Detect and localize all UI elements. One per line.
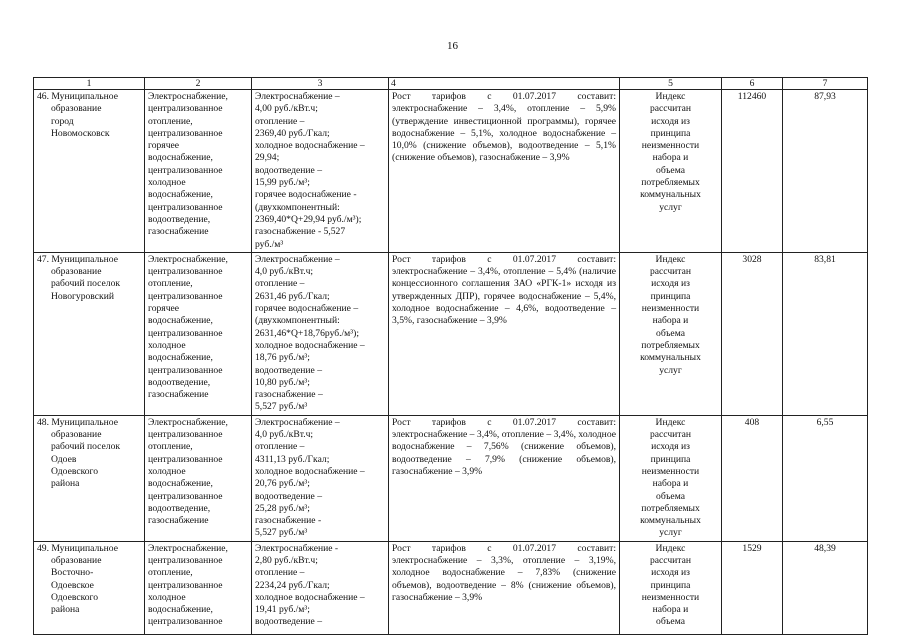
column-header-4: 4	[389, 78, 620, 90]
index-method-cell-line: неизменности	[641, 465, 700, 477]
municipality-cell-line: 46. Муниципальное	[37, 91, 118, 102]
services-cell-line: водоотведение,	[148, 376, 211, 388]
index-method-cell-line: неизменности	[641, 591, 700, 603]
tariffs-cell-line: 19,41 руб./м³;	[255, 604, 310, 616]
index-method-cell-line: потребляемых	[641, 339, 700, 351]
services-cell-line: Электроснабжение,	[148, 416, 228, 428]
services-cell-line: централизованное	[148, 266, 223, 278]
column-header-1: 1	[34, 78, 145, 90]
tariffs-cell	[252, 90, 389, 253]
index-method-cell-line: принципа	[650, 453, 691, 465]
services-cell	[145, 252, 252, 415]
municipality-cell-line: 49. Муниципальное	[37, 542, 118, 554]
tariffs-cell-line: 4,00 руб./кВт.ч;	[255, 103, 318, 115]
services-cell-line: отопление,	[148, 441, 193, 453]
tariffs-cell-line: отопление –	[255, 441, 305, 453]
services-cell-line: централизованное	[148, 290, 223, 302]
index-method-cell-line: Индекс	[655, 253, 686, 265]
index-method-cell-line: исходя из	[651, 567, 690, 579]
table-row	[34, 90, 868, 253]
services-cell	[145, 90, 252, 253]
services-cell-line: Электроснабжение,	[148, 91, 228, 102]
table-row	[34, 541, 868, 634]
table-row	[34, 252, 868, 415]
index-method-cell-line: коммунальных	[640, 189, 701, 201]
index-method-cell-line: набора и	[652, 604, 689, 616]
tariffs-cell-line: 10,80 руб./м³;	[255, 376, 310, 388]
index-method-cell-line: объема	[656, 616, 685, 628]
tariffs-cell-line: 2631,46*Q+18,76руб./м³);	[255, 327, 359, 339]
tariffs-cell-line: холодное водоснабжение –	[255, 140, 365, 152]
column-header-2: 2	[145, 78, 252, 90]
tariffs-cell-line: руб./м³	[255, 238, 284, 250]
services-cell-line: холодное	[148, 177, 186, 189]
services-cell-line: водоснабжение,	[148, 315, 213, 327]
services-cell-line: централизованное	[148, 579, 223, 591]
municipality-cell-line: образование	[51, 554, 102, 566]
tariffs-cell-line: горячее водоснабжение –	[255, 303, 359, 315]
page-number: 16	[447, 40, 458, 52]
services-cell-line: водоотведение,	[148, 213, 211, 225]
tariffs-cell-line: водоотведение –	[255, 364, 322, 376]
index-method-cell-line: исходя из	[651, 278, 690, 290]
services-cell-line: централизованное	[148, 327, 223, 339]
municipality-cell-line: образование	[51, 266, 102, 278]
tariffs-cell-line: 2369,40 руб./Гкал;	[255, 127, 330, 139]
services-cell-line: холодное	[148, 465, 186, 477]
value-cell: 6,55	[783, 415, 868, 541]
municipality-cell-line: 47. Муниципальное	[37, 253, 118, 265]
index-method-cell-line: объема	[656, 490, 685, 502]
index-method-cell-line: рассчитан	[649, 266, 692, 278]
services-cell-line: газоснабжение	[148, 226, 209, 238]
index-method-cell	[620, 541, 722, 634]
index-method-cell-line: коммунальных	[640, 515, 701, 527]
population-cell: 408	[722, 415, 783, 541]
tariffs-cell-line: холодное водоснабжение –	[255, 591, 365, 603]
population-cell: 112460	[722, 90, 783, 253]
municipality-cell-line: образование	[51, 429, 102, 441]
index-method-cell-line: принципа	[650, 127, 691, 139]
municipality-cell-line: Восточно-	[51, 567, 94, 579]
services-cell-line: отопление,	[148, 278, 193, 290]
municipality-cell	[34, 90, 145, 253]
tariffs-cell	[252, 252, 389, 415]
municipality-cell	[34, 252, 145, 415]
services-cell-line: горячее	[148, 303, 180, 315]
tariffs-cell-line: Электроснабжение –	[255, 91, 340, 102]
tariffs-cell-line: холодное водоснабжение –	[255, 465, 365, 477]
tariffs-cell-line: 2234,24 руб./Гкал;	[255, 579, 330, 591]
population-cell: 3028	[722, 252, 783, 415]
tariffs-cell-line: 15,99 руб./м³;	[255, 177, 310, 189]
services-cell-line: централизованное	[148, 364, 223, 376]
services-cell-line: водоснабжение,	[148, 352, 213, 364]
column-header-5: 5	[620, 78, 722, 90]
services-cell-line: централизованное	[148, 103, 223, 115]
municipality-cell-line: Одоевского	[51, 465, 99, 477]
tariffs-cell-line: Электроснабжение –	[255, 416, 340, 428]
tariffs-cell-line: 29,94;	[255, 152, 280, 164]
services-cell-line: холодное	[148, 339, 186, 351]
tariffs-cell-line: горячее водоснабжение -	[255, 189, 357, 201]
tariffs-cell-line: Электроснабжение -	[255, 542, 339, 554]
services-cell-line: отопление,	[148, 115, 193, 127]
tariffs-cell	[252, 415, 389, 541]
tariffs-cell-line: 4,0 руб./кВт.ч;	[255, 429, 314, 441]
services-cell-line: централизованное	[148, 453, 223, 465]
tariffs-cell-line: холодное водоснабжение –	[255, 339, 365, 351]
tariff-growth-cell: Рост тарифов с 01.07.2017 составит: электроснабжение – 3,4%, отопление – 3,4%, холодное водоснабжение – 7,56% (снижение объемов), водоотведение – 7,9% (снижение объемов), газоснабжение – 3,9%	[389, 415, 620, 541]
index-method-cell-line: коммунальных	[640, 352, 701, 364]
index-method-cell-line: рассчитан	[649, 103, 692, 115]
index-method-cell-line: Индекс	[655, 416, 686, 428]
tariffs-cell-line: 4311,13 руб./Гкал;	[255, 453, 330, 465]
tariffs-cell-line: водоотведение –	[255, 164, 322, 176]
tariffs-cell-line: 5,527 руб./м³	[255, 527, 308, 539]
index-method-cell-line: рассчитан	[649, 554, 692, 566]
tariffs-cell-line: отопление –	[255, 278, 305, 290]
tariffs-cell-line: 18,76 руб./м³;	[255, 352, 310, 364]
municipality-cell-line: рабочий поселок	[51, 441, 121, 453]
tariff-growth-cell: Рост тарифов с 01.07.2017 составит: электроснабжение – 3,4%, отопление – 5,9% (утверждение инвестиционной программы), горячее водоснабжение – 5,1%, холодное водоснабжение – 10,0% (снижение объемов), водоотведение – 5,1% (снижение объемов), газоснабжение – 3,9%	[389, 90, 620, 253]
tariffs-cell-line: газоснабжение -	[255, 515, 322, 527]
table-row	[34, 415, 868, 541]
index-method-cell-line: набора и	[652, 315, 689, 327]
index-method-cell-line: неизменности	[641, 140, 700, 152]
services-cell-line: централизованное	[148, 429, 223, 441]
municipality-cell-line: Новомосковск	[51, 127, 110, 139]
tariffs-cell-line: 5,527 руб./м³	[255, 401, 308, 413]
municipality-cell-line: Одоев	[51, 453, 77, 465]
index-method-cell-line: исходя из	[651, 115, 690, 127]
index-method-cell-line: услуг	[659, 364, 682, 376]
tariff-table	[33, 77, 868, 635]
value-cell: 83,81	[783, 252, 868, 415]
value-cell: 87,93	[783, 90, 868, 253]
index-method-cell-line: потребляемых	[641, 177, 700, 189]
services-cell	[145, 415, 252, 541]
tariffs-cell-line: 2369,40*Q+29,94 руб./м³);	[255, 213, 362, 225]
column-header-3: 3	[252, 78, 389, 90]
tariff-growth-cell: Рост тарифов с 01.07.2017 составит: электроснабжение – 3,4%, отопление – 5,4% (наличие концессионного соглашения ЗАО «РГК-1» исходя из утвержденных ДПР), горячее водоснабжение – 5,4%, холодное водоснабжение – 4,6%, водоотведение – 3,5%, газоснабжение – 3,9%	[389, 252, 620, 415]
services-cell-line: горячее	[148, 140, 180, 152]
services-cell-line: централизованное	[148, 164, 223, 176]
value-cell: 48,39	[783, 541, 868, 634]
index-method-cell-line: услуг	[659, 527, 682, 539]
tariffs-cell-line: 25,28 руб./м³;	[255, 502, 310, 514]
tariffs-cell-line: 4,0 руб./кВт.ч;	[255, 266, 314, 278]
index-method-cell-line: услуг	[659, 201, 682, 213]
municipality-cell-line: рабочий поселок	[51, 278, 121, 290]
services-cell-line: водоотведение,	[148, 502, 211, 514]
index-method-cell-line: рассчитан	[649, 429, 692, 441]
services-cell-line: Электроснабжение,	[148, 542, 228, 554]
municipality-cell-line: района	[51, 604, 80, 616]
tariffs-cell-line: (двухкомпонентный:	[255, 315, 340, 327]
services-cell-line: водоснабжение,	[148, 604, 213, 616]
column-header-6: 6	[722, 78, 783, 90]
municipality-cell-line: 48. Муниципальное	[37, 416, 118, 428]
index-method-cell	[620, 415, 722, 541]
tariffs-cell-line: отопление –	[255, 115, 305, 127]
index-method-cell-line: Индекс	[655, 542, 686, 554]
population-cell: 1529	[722, 541, 783, 634]
index-method-cell-line: набора и	[652, 478, 689, 490]
index-method-cell-line: принципа	[650, 290, 691, 302]
index-method-cell-line: Индекс	[655, 91, 686, 102]
municipality-cell	[34, 415, 145, 541]
tariffs-cell-line: Электроснабжение –	[255, 253, 340, 265]
index-method-cell	[620, 90, 722, 253]
tariffs-cell-line: (двухкомпонентный:	[255, 201, 340, 213]
column-number-row	[34, 78, 868, 90]
index-method-cell-line: неизменности	[641, 303, 700, 315]
municipality-cell-line: Одоевское	[51, 579, 94, 591]
index-method-cell-line: объема	[656, 164, 685, 176]
column-header-7: 7	[783, 78, 868, 90]
tariffs-cell-line: 2,80 руб./кВт.ч;	[255, 554, 318, 566]
services-cell-line: централизованное	[148, 201, 223, 213]
tariffs-cell-line: 20,76 руб./м³;	[255, 478, 310, 490]
index-method-cell	[620, 252, 722, 415]
index-method-cell-line: исходя из	[651, 441, 690, 453]
municipality-cell-line: района	[51, 478, 80, 490]
services-cell	[145, 541, 252, 634]
municipality-cell-line: Одоевского	[51, 591, 99, 603]
services-cell-line: централизованное	[148, 490, 223, 502]
index-method-cell-line: объема	[656, 327, 685, 339]
municipality-cell	[34, 541, 145, 634]
index-method-cell-line: набора и	[652, 152, 689, 164]
municipality-cell-line: город	[51, 115, 74, 127]
services-cell-line: централизованное	[148, 554, 223, 566]
services-cell-line: централизованное	[148, 127, 223, 139]
index-method-cell-line: потребляемых	[641, 502, 700, 514]
tariffs-cell-line: отопление –	[255, 567, 305, 579]
tariffs-cell-line: 2631,46 руб./Гкал;	[255, 290, 330, 302]
services-cell-line: централизованное	[148, 616, 223, 628]
services-cell-line: водоснабжение,	[148, 152, 213, 164]
tariff-growth-cell: Рост тарифов с 01.07.2017 составит: электроснабжение – 3,3%, отопление – 3,19%, холодное водоснабжение – 7,83% (снижение объемов), водоотведение – 8% (снижение объемов), газоснабжение – 3,9%	[389, 541, 620, 634]
tariffs-cell	[252, 541, 389, 634]
tariffs-cell-line: водоотведение –	[255, 490, 322, 502]
services-cell-line: водоснабжение,	[148, 478, 213, 490]
tariffs-cell-line: газоснабжение - 5,527	[255, 226, 346, 238]
index-method-cell-line: принципа	[650, 579, 691, 591]
municipality-cell-line: образование	[51, 103, 102, 115]
tariffs-cell-line: газоснабжение –	[255, 389, 323, 401]
tariffs-cell-line: водоотведение –	[255, 616, 322, 628]
municipality-cell-line: Новогуровский	[51, 290, 114, 302]
services-cell-line: водоснабжение,	[148, 189, 213, 201]
services-cell-line: отопление,	[148, 567, 193, 579]
services-cell-line: газоснабжение	[148, 515, 209, 527]
services-cell-line: холодное	[148, 591, 186, 603]
services-cell-line: Электроснабжение,	[148, 253, 228, 265]
services-cell-line: газоснабжение	[148, 389, 209, 401]
